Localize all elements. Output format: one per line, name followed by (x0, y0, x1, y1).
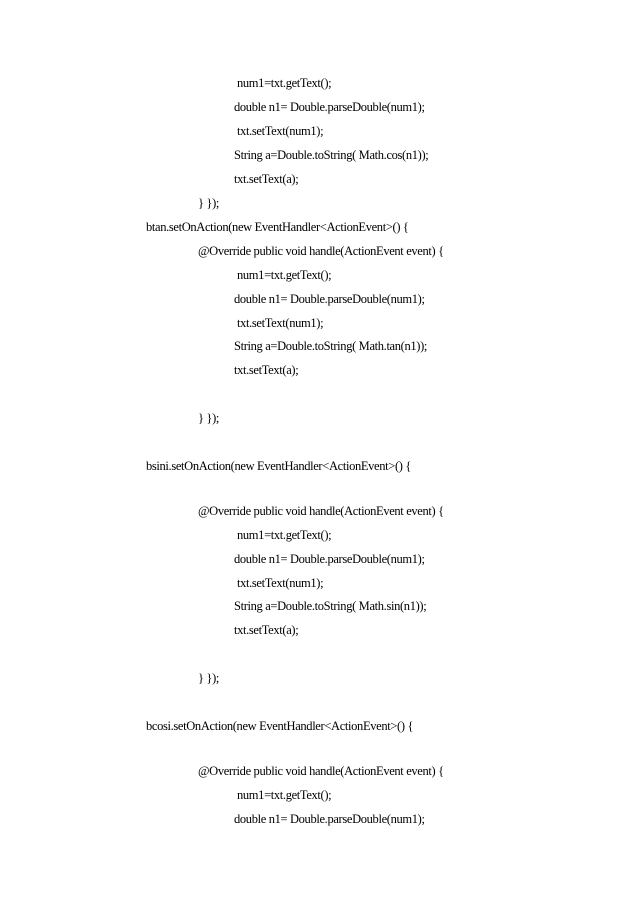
code-line: } }); (198, 411, 220, 425)
code-line: num1=txt.getText(); (237, 528, 332, 542)
code-line: double n1= Double.parseDouble(num1); (234, 100, 425, 114)
code-line: bsini.setOnAction(new EventHandler<ActionEvent>() { (146, 459, 412, 473)
code-line: txt.setText(num1); (237, 316, 324, 330)
code-line: double n1= Double.parseDouble(num1); (234, 292, 425, 306)
code-line: String a=Double.toString( Math.cos(n1)); (234, 148, 429, 162)
code-line: double n1= Double.parseDouble(num1); (234, 812, 425, 826)
code-line: num1=txt.getText(); (237, 268, 332, 282)
code-line: @Override public void handle(ActionEvent event) { (198, 764, 444, 778)
code-line: double n1= Double.parseDouble(num1); (234, 552, 425, 566)
code-line: txt.setText(num1); (237, 124, 324, 138)
code-line: txt.setText(a); (234, 623, 299, 637)
code-line: String a=Double.toString( Math.tan(n1)); (234, 339, 428, 353)
code-line: num1=txt.getText(); (237, 76, 332, 90)
code-line: @Override public void handle(ActionEvent event) { (198, 504, 444, 518)
code-line: } }); (198, 196, 220, 210)
code-line: String a=Double.toString( Math.sin(n1)); (234, 599, 427, 613)
code-line: txt.setText(a); (234, 172, 299, 186)
code-line: @Override public void handle(ActionEvent event) { (198, 244, 444, 258)
code-line: btan.setOnAction(new EventHandler<ActionEvent>() { (146, 220, 409, 234)
code-line: txt.setText(num1); (237, 576, 324, 590)
code-line: } }); (198, 671, 220, 685)
code-line: bcosi.setOnAction(new EventHandler<ActionEvent>() { (146, 719, 414, 733)
code-line: txt.setText(a); (234, 363, 299, 377)
code-line: num1=txt.getText(); (237, 788, 332, 802)
